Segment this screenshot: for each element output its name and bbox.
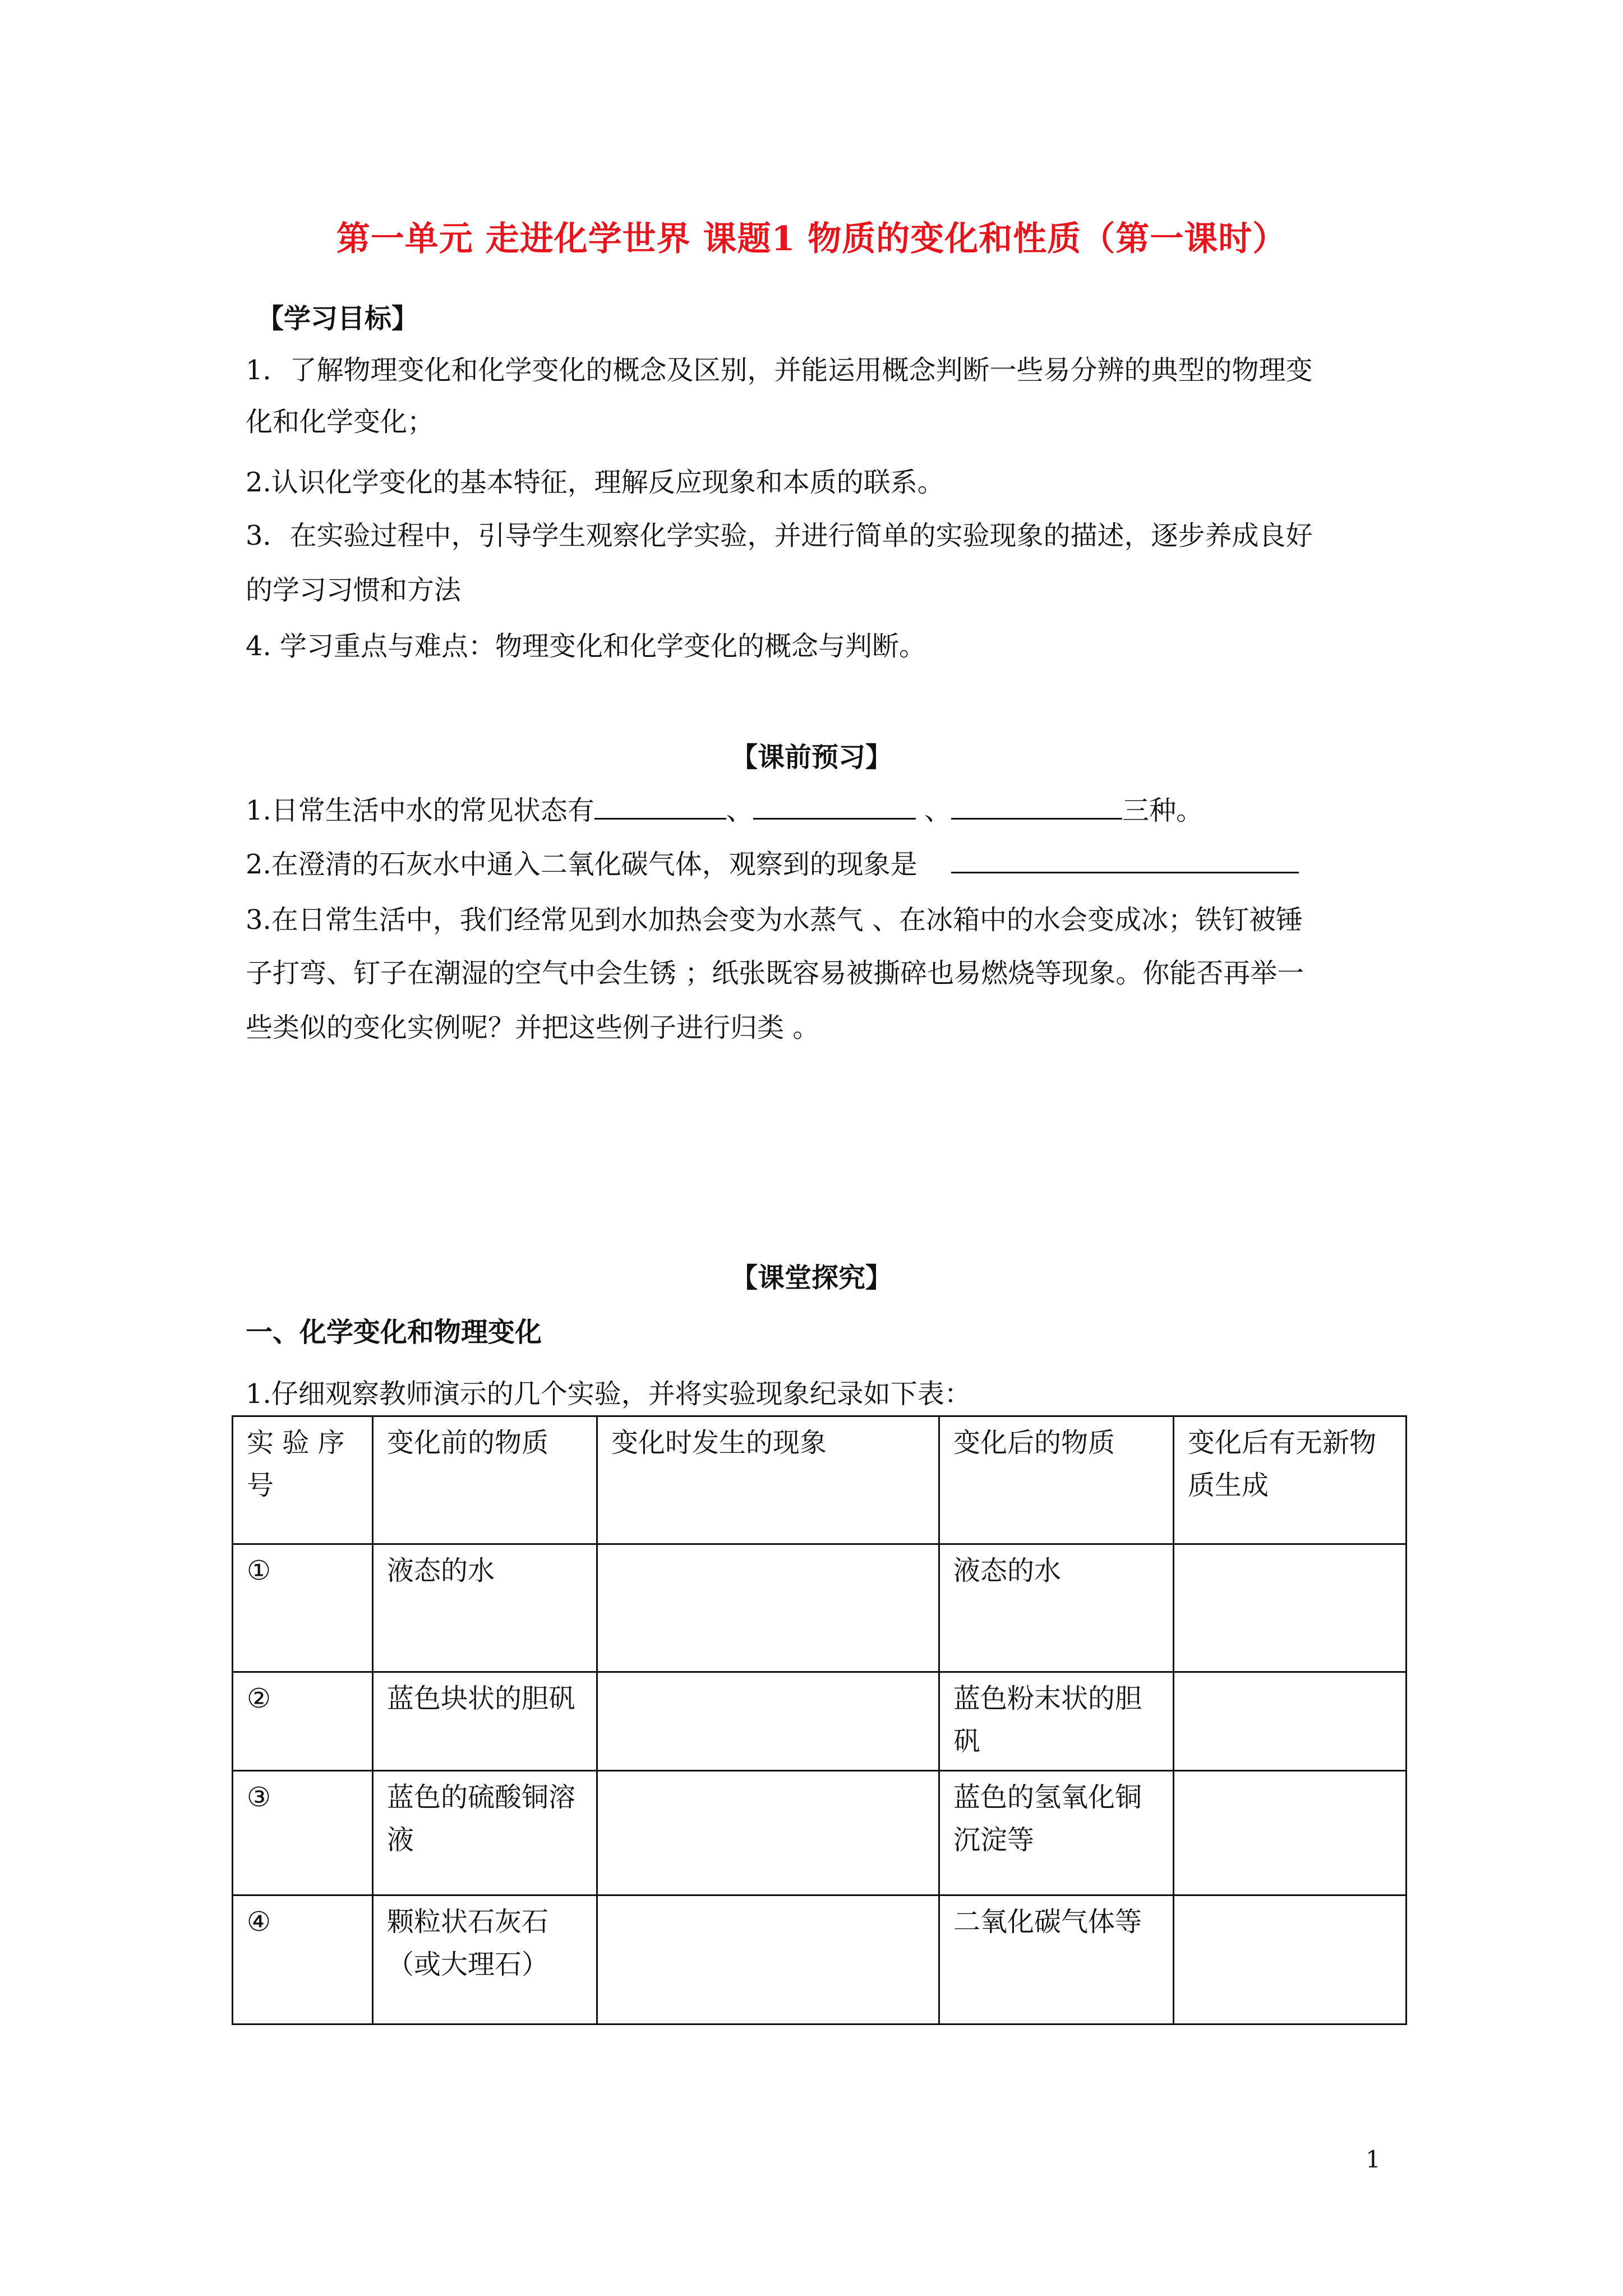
- goal-line: 2.认识化学变化的基本特征，理解反应现象和本质的联系。: [246, 467, 944, 498]
- preview-question-3-line: 3.在日常生活中，我们经常见到水加热会变为水蒸气 、在冰箱中的水会变成冰；铁钉被锤: [246, 904, 1303, 936]
- preview-question-2: [246, 846, 1299, 881]
- table-row: [233, 1544, 1407, 1672]
- table-row: [233, 1895, 1407, 2024]
- header-cell: 变化前的物质: [373, 1416, 597, 1544]
- section-heading: 一、化学变化和物理变化: [246, 1317, 542, 1348]
- goal-line: 1．了解物理变化和化学变化的概念及区别，并能运用概念判断一些易分辨的典型的物理变: [246, 355, 1313, 386]
- table-cell: 二氧化碳气体等: [939, 1895, 1174, 2024]
- goal-line: 3．在实验过程中，引导学生观察化学实验，并进行简单的实验现象的描述，逐步养成良好: [246, 520, 1313, 551]
- answer-blank-state-2[interactable]: [753, 792, 916, 820]
- table-cell: ④: [233, 1895, 373, 2024]
- table-cell-input[interactable]: [1174, 1672, 1407, 1771]
- preview-question-1: [246, 792, 1203, 827]
- table-cell-input[interactable]: [597, 1672, 939, 1771]
- header-cell: 变化后的物质: [939, 1416, 1174, 1544]
- table-cell: ③: [233, 1771, 373, 1895]
- explore-heading: 【课堂探究】: [730, 1262, 892, 1294]
- table-cell: 蓝色的氢氧化铜沉淀等: [939, 1771, 1174, 1895]
- answer-blank-state-3[interactable]: [951, 792, 1122, 820]
- header-cell: 变化时发生的现象: [597, 1416, 939, 1544]
- table-cell: ①: [233, 1544, 373, 1672]
- table-instruction: 1.仔细观察教师演示的几个实验，并将实验现象纪录如下表：: [246, 1378, 971, 1410]
- table-cell-input[interactable]: [1174, 1771, 1407, 1895]
- table-cell: ②: [233, 1672, 373, 1771]
- q1-prefix: 1.日常生活中水的常见状态有: [246, 795, 594, 826]
- table-cell: 蓝色粉末状的胆矾: [939, 1672, 1174, 1771]
- table-cell: 液态的水: [939, 1544, 1174, 1672]
- table-header-row: [233, 1416, 1407, 1544]
- goal-line: 的学习习惯和方法: [246, 574, 462, 606]
- table-row: [233, 1672, 1407, 1771]
- table-cell: 颗粒状石灰石（或大理石）: [373, 1895, 597, 2024]
- table-cell-input[interactable]: [1174, 1544, 1407, 1672]
- goal-line: 4. 学习重点与难点：物理变化和化学变化的概念与判断。: [246, 631, 926, 662]
- table-row: [233, 1771, 1407, 1895]
- experiment-table: [232, 1415, 1407, 2025]
- preview-question-3-line: 些类似的变化实例呢？并把这些例子进行归类 。: [246, 1012, 820, 1043]
- table-cell: 蓝色的硫酸铜溶液: [373, 1771, 597, 1895]
- table-cell-input[interactable]: [1174, 1895, 1407, 2024]
- goals-heading: 【学习目标】: [257, 303, 419, 334]
- goal-line: 化和化学变化；: [246, 406, 435, 438]
- table-cell-input[interactable]: [597, 1895, 939, 2024]
- header-cell: 实 验 序号: [233, 1416, 373, 1544]
- page-title: 第一单元 走进化学世界 课题1 物质的变化和性质（第一课时）: [336, 219, 1287, 259]
- table-cell: 液态的水: [373, 1544, 597, 1672]
- table-cell-input[interactable]: [597, 1771, 939, 1895]
- preview-question-3-line: 子打弯、钉子在潮湿的空气中会生锈 ；纸张既容易被撕碎也易燃烧等现象。你能否再举一: [246, 958, 1304, 989]
- header-cell: 变化后有无新物质生成: [1174, 1416, 1407, 1544]
- q1-suffix: 三种。: [1122, 795, 1204, 826]
- table-cell-input[interactable]: [597, 1544, 939, 1672]
- q1-separator: 、: [915, 795, 952, 826]
- answer-blank-phenomenon[interactable]: [951, 846, 1299, 873]
- page-number: 1: [1366, 2146, 1381, 2173]
- preview-heading: 【课前预习】: [730, 742, 892, 773]
- answer-blank-state-1[interactable]: [594, 792, 726, 820]
- q1-separator: 、: [726, 795, 753, 826]
- table-cell: 蓝色块状的胆矾: [373, 1672, 597, 1771]
- q2-text: 2.在澄清的石灰水中通入二氧化碳气体，观察到的现象是: [246, 849, 917, 880]
